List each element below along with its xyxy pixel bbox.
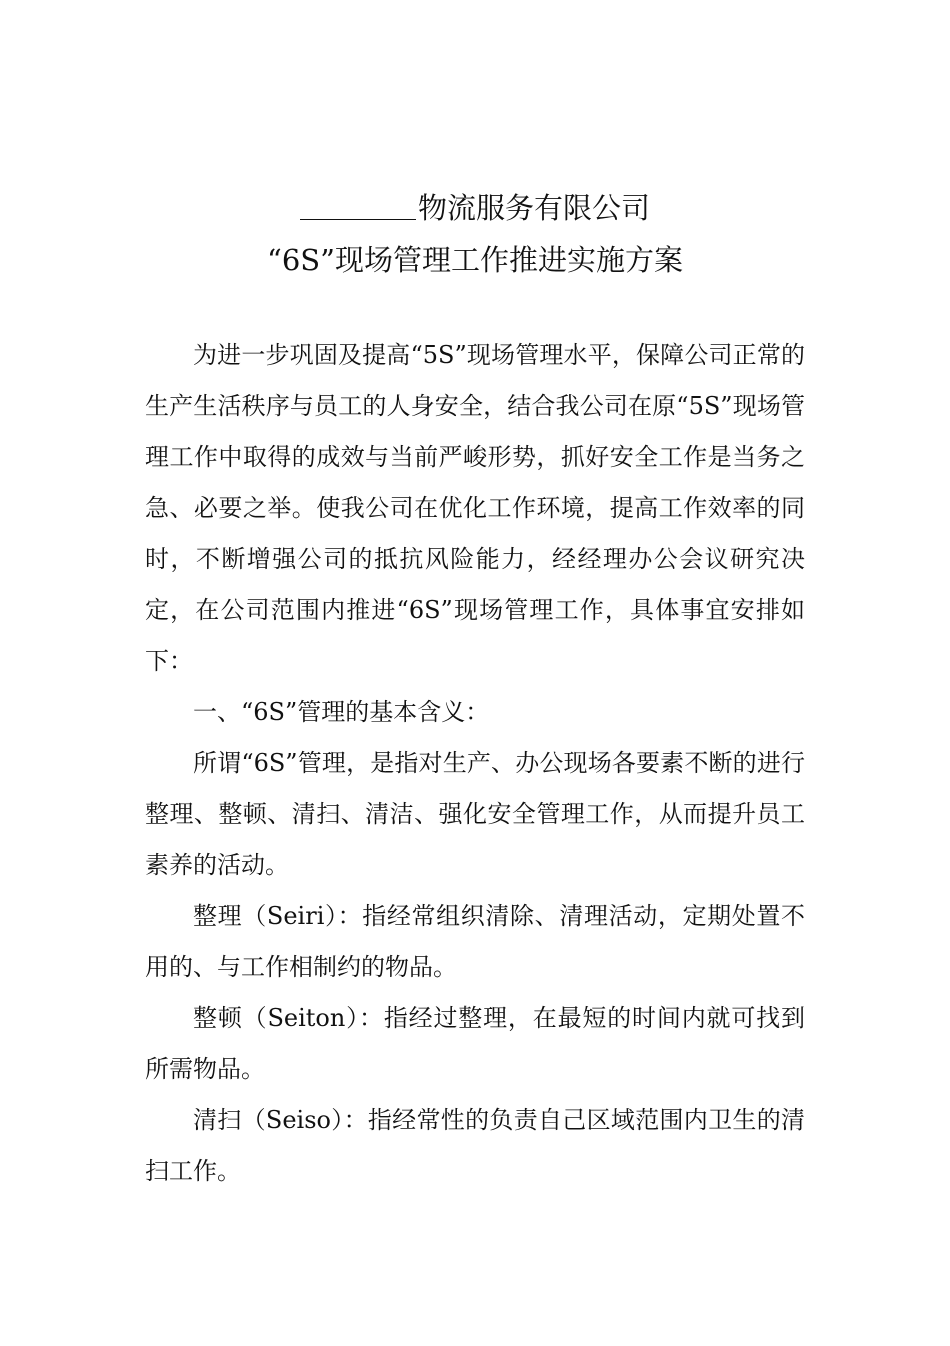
company-name-blank	[300, 189, 416, 220]
company-suffix: 物流服务有限公司	[417, 191, 650, 225]
title-line-subtitle: “6S”现场管理工作推进实施方案	[267, 243, 683, 277]
paragraph-definition: 所谓“6S”管理，是指对生产、办公现场各要素不断的进行整理、整顿、清扫、清洁、强化安全管理工作，从而提升员工素养的活动。	[145, 749, 805, 879]
section-heading-1: 一、“6S”管理的基本含义：	[193, 698, 490, 726]
paragraph-seiton: 整顿（Seiton）：指经过整理，在最短的时间内就可找到所需物品。	[145, 1004, 805, 1083]
title-line-company	[0, 182, 950, 234]
document-title	[0, 182, 950, 286]
paragraph-intro: 为进一步巩固及提高“5S”现场管理水平，保障公司正常的生产生活秩序与员工的人身安全，结合我公司在原“5S”现场管理工作中取得的成效与当前严峻形势，抓好安全工作是当务之急、必要之举。使我公司在优化工作环境，提高工作效率的同时，不断增强公司的抵抗风险能力，经经理办公会议研究决定，在公司范围内推进“6S”现场管理工作，具体事宜安排如下：	[145, 341, 805, 675]
document-body	[145, 330, 805, 1197]
paragraph-seiso: 清扫（Seiso）：指经常性的负责自己区域范围内卫生的清扫工作。	[145, 1106, 805, 1185]
paragraph-seiri: 整理（Seiri）：指经常组织清除、清理活动，定期处置不用的、与工作相制约的物品。	[145, 902, 805, 981]
